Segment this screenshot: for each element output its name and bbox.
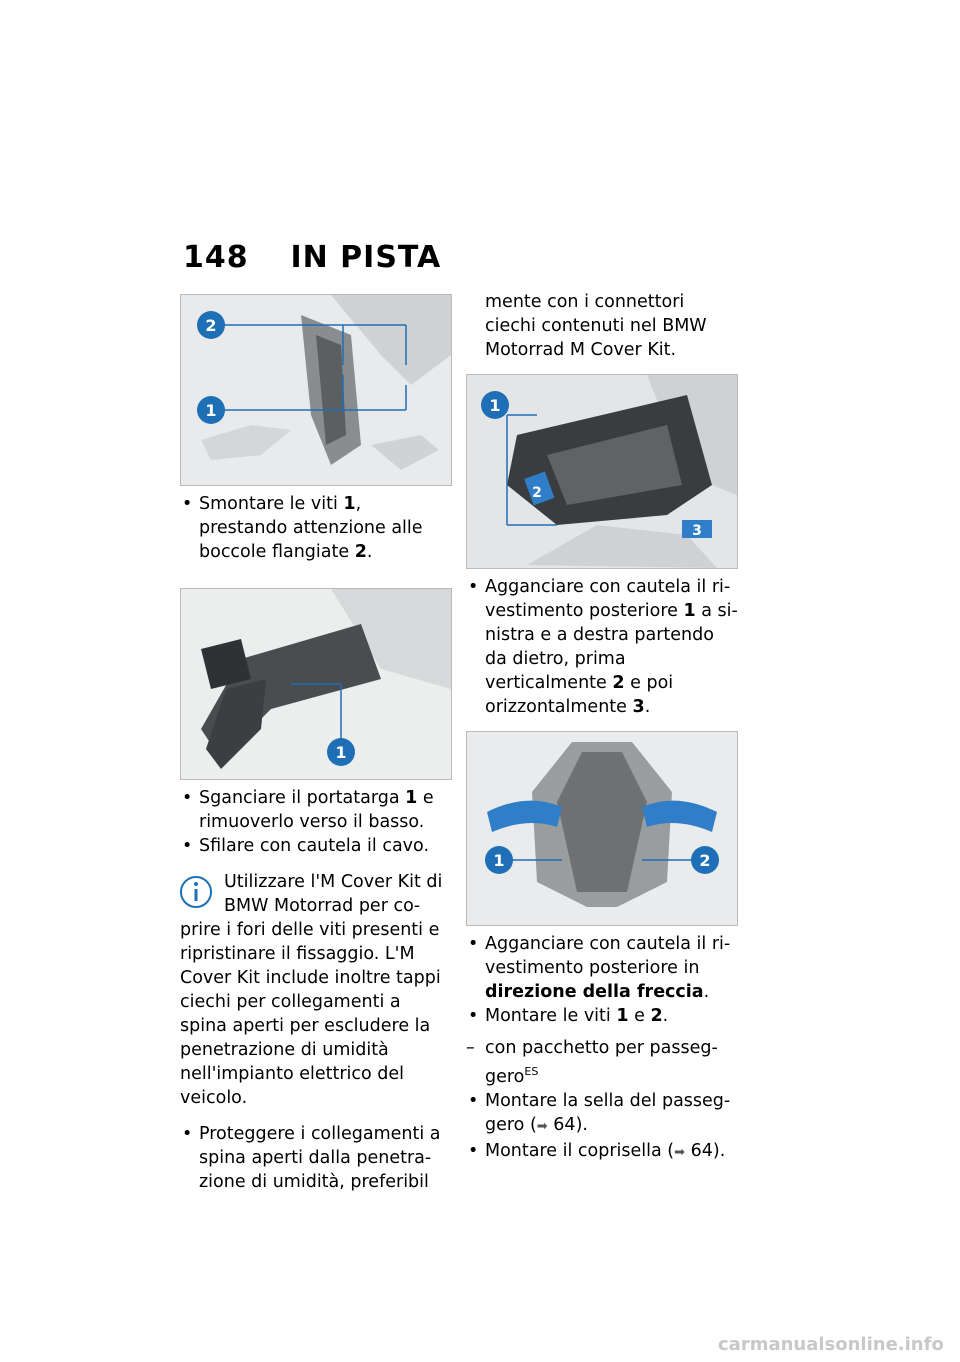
step-hook-rear-panel: • Agganciare con cautela il rivestimento posteriore 1 a sinistra e a destra partendo da dietro, prima verticalmente 2 e poi orizzontalmente 3.	[466, 575, 738, 719]
right-column	[466, 290, 738, 1165]
step-mount-passenger-seat: • Montare la sella del passeggero (➡ 64).	[466, 1089, 738, 1139]
callout-1: 1	[335, 743, 347, 762]
info-note	[180, 870, 452, 1110]
callout-1: 1	[489, 396, 501, 415]
step-remove-screws: • Smontare le viti 1, prestando attenzione alle boccole flangiate 2.	[180, 492, 452, 564]
step-unhook-plate-holder: • Sganciare il portatarga 1 e rimuoverlo verso il basso.	[180, 786, 452, 834]
figure-rear-panel-hooking	[466, 374, 738, 569]
step-protect-connectors-continued: mente con i connettori ciechi contenuti nel BMW Motorrad M Cover Kit.	[485, 292, 707, 360]
step-pull-cable: • Sfilare con cautela il cavo.	[180, 834, 452, 858]
info-icon	[178, 872, 216, 912]
figure-license-plate-holder	[180, 588, 452, 780]
callout-2: 2	[699, 851, 711, 870]
step-mount-seat-cover: • Montare il coprisella (➡ 64).	[466, 1139, 738, 1165]
info-note-text: Utilizzare l'M Cover Kit di BMW Motorrad per coprire i fori delle viti presenti e ripristinare il fissaggio. L'M Cover Kit include inoltre tappi ciechi per collegamenti a spina aperti per escludere la penetrazione di umidità nell'impianto elettrico del veicolo.	[180, 872, 443, 1108]
page-number: 148	[183, 240, 249, 275]
page-ref-arrow-icon: ➡	[536, 1118, 548, 1134]
callout-2: 2	[532, 485, 542, 501]
watermark: carmanualsonline.info	[718, 1334, 944, 1355]
callout-3: 3	[692, 523, 702, 539]
page-ref-link[interactable]: 64	[690, 1140, 713, 1161]
page-ref-link[interactable]: 64	[553, 1114, 576, 1135]
figure-rear-panel-arrows	[466, 731, 738, 926]
step-mount-screws: • Montare le viti 1 e 2.	[466, 1004, 738, 1028]
step-hook-arrow-direction: • Agganciare con cautela il rivestimento posteriore in direzione della freccia.	[466, 932, 738, 1004]
callout-2: 2	[205, 316, 217, 335]
figure-screws-bushings	[180, 294, 452, 486]
left-column	[180, 294, 452, 1194]
callout-1: 1	[205, 401, 217, 420]
condition-passenger-package: – con pacchetto per passeggero$^{ES}$	[466, 1036, 738, 1089]
step-protect-connectors: • Proteggere i collegamenti a spina aperti dalla penetrazione di umidità, preferibil	[180, 1122, 452, 1194]
page-ref-arrow-icon: ➡	[674, 1144, 686, 1160]
page-header	[183, 240, 441, 275]
chapter-title: IN PISTA	[290, 240, 442, 275]
callout-1: 1	[493, 851, 505, 870]
